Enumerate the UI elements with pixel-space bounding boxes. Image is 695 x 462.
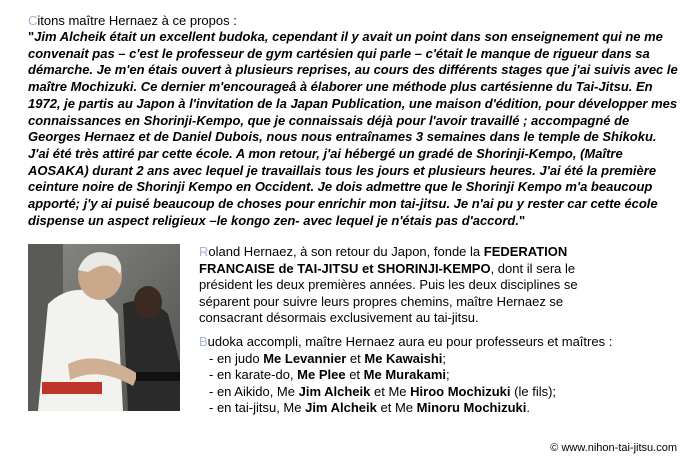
teacher-name: Jim Alcheik (305, 400, 377, 415)
list-item (209, 351, 629, 368)
federation-name: FEDERATION FRANCAISE de TAI-JITSU et SHORINJI-KEMPO (199, 244, 568, 276)
hernaez-quote (28, 29, 678, 229)
intro-text: itons maître Hernaez à ce propos : (37, 13, 237, 28)
teachers-list (199, 351, 629, 417)
teacher-name: Jim Alcheik (298, 383, 371, 399)
item-suffix: (le fils); (510, 383, 557, 399)
item-suffix: ; (446, 367, 450, 382)
hernaez-photo (28, 244, 180, 411)
teachers-lead (199, 334, 629, 351)
item-joiner: et (346, 350, 365, 366)
item-suffix: . (526, 400, 531, 415)
quote-body: Jim Alcheik était un excellent budoka, cependant il y avait un point dans son enseignement qui ne me convenait pas – c'est le professeur de gym cartésien qui parle – c'était le manque de rigueur dans sa démarche. Je m'en étais ouvert à plusieurs reprises, au cours des différents stages que j'ai suivis avec le maître Mochizuki. Ce dernier m'encourageâ à élaborer une méthode plus cartésienne du Tai-Jitsu. En 1972, je partis au Japon à l'invitation de la Japan Publication, une maison d'édition, pour développer mes connaissances en Shorinji-Kempo, que je connaissais déjà pour l'avoir travaillé ; accompagné de Georges Hernaez et de Daniel Dubois, nous nous entraînames 3 semaines dans le temple de Shikoku. J'ai été très attiré par cette école. A mon retour, j'ai hébergé un gradé de Shorinji-Kempo, (Maître AOSAKA) durant 2 ans avec lequel je travaillais tous les jours et plusieurs heures. J'ai été la première ceinture noire de Shorinji Kempo en Occident. Je dois admettre que le Shorinji Kempo m'a beaucoup apporté; j'y ai puisé beaucoup de choses pour enrichir mon tai-jitsu. Je n'ai pu y rester car cette école dispense un aspect religieux –le kongo zen- avec lequel je n'étais pas d'accord. (28, 29, 678, 228)
para2-dropcap: B (199, 334, 208, 349)
intro-line (28, 13, 678, 29)
item-joiner: et (345, 367, 364, 382)
teacher-name: Me Levannier (263, 350, 347, 366)
item-joiner: et Me (370, 383, 411, 399)
item-prefix: - en tai-jitsu, Me (209, 400, 306, 415)
para1-text-a: oland Hernaez, à son retour du Japon, fonde la (208, 244, 484, 259)
teacher-name: Me Murakami (363, 367, 447, 382)
intro-dropcap: C (28, 13, 38, 28)
item-joiner: et Me (376, 400, 417, 415)
teacher-name: Me Kawaishi (364, 350, 443, 366)
list-item (209, 367, 629, 384)
paragraph-federation (199, 244, 629, 327)
item-prefix: - en judo (209, 350, 264, 366)
item-suffix: ; (442, 350, 447, 366)
para2-lead-text: udoka accompli, maître Hernaez aura eu pour professeurs et maîtres : (207, 334, 613, 349)
list-item (209, 384, 629, 401)
teacher-name: Minoru Mochizuki (416, 400, 527, 415)
para1-dropcap: R (199, 244, 209, 259)
quote-close-mark: " (518, 212, 526, 228)
para1-text-b: , dont il sera le président les deux premières années. Puis les deux disciplines se séparent pour suivre leurs propres chemins, maître Hernaez se consacrant désormais exclusivement au tai-jitsu. (199, 260, 578, 325)
martial-arts-photo-illustration (28, 244, 180, 411)
teacher-name: Hiroo Mochizuki (410, 383, 511, 399)
list-item (209, 400, 629, 417)
item-prefix: - en karate-do, (209, 367, 298, 382)
quote-open-mark: " (28, 29, 35, 44)
paragraph-teachers (199, 334, 629, 417)
item-prefix: - en Aikido, Me (209, 383, 299, 399)
copyright-footer: © www.nihon-tai-jitsu.com (550, 442, 677, 454)
teacher-name: Me Plee (297, 367, 346, 382)
